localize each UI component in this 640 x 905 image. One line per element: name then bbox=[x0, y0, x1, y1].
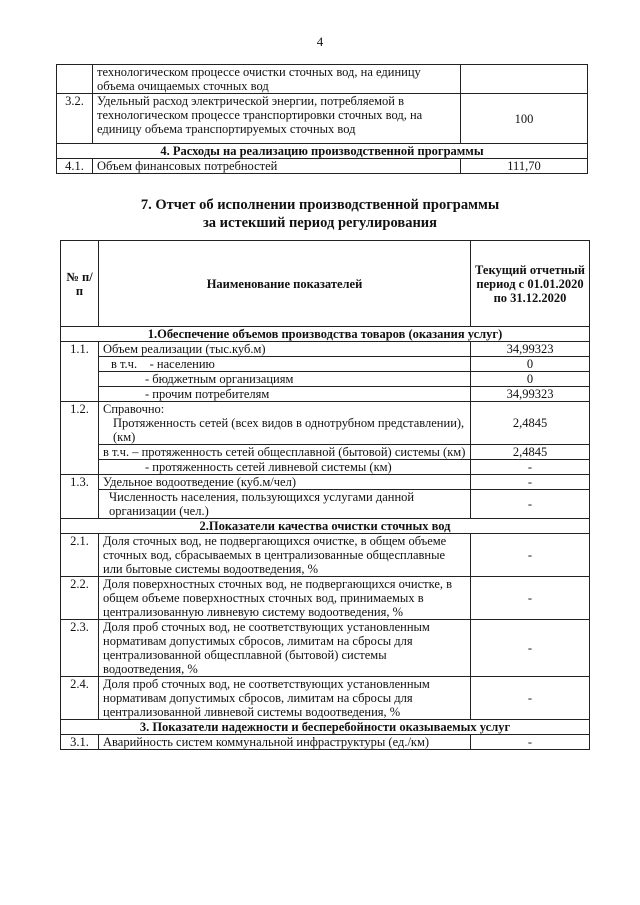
row-name: Численность населения, пользующихся услугами данной организации (чел.) bbox=[99, 490, 471, 519]
table-row bbox=[61, 577, 590, 620]
table-row bbox=[61, 460, 590, 475]
table-row bbox=[57, 94, 588, 144]
row-number: 2.1. bbox=[61, 534, 99, 577]
row-name: - бюджетным организациям bbox=[99, 372, 471, 387]
row-number: 1.2. bbox=[61, 402, 99, 475]
row-value: - bbox=[471, 620, 590, 677]
table-row bbox=[61, 402, 590, 445]
row-name: Удельный расход электрической энергии, потребляемой в технологическом процессе транспортировки сточных вод, на единицу объема транспортируемых сточных вод bbox=[93, 94, 461, 144]
row-number: 3.1. bbox=[61, 735, 99, 750]
report-table bbox=[60, 240, 590, 750]
row-value: 2,4845 bbox=[471, 445, 590, 460]
row-name: - протяженность сетей ливневой системы (км) bbox=[99, 460, 471, 475]
row-value: 0 bbox=[471, 357, 590, 372]
header-num: № п/п bbox=[61, 241, 99, 327]
row-label: Справочно: bbox=[103, 402, 165, 416]
table-row bbox=[61, 445, 590, 460]
row-number: 2.4. bbox=[61, 677, 99, 720]
table-row bbox=[61, 534, 590, 577]
row-number: 3.2. bbox=[57, 94, 93, 144]
row-name: Доля проб сточных вод, не соответствующих установленным нормативам допустимых сбросов, лимитам на сбросы для централизованной ливневой системы водоотведения, % bbox=[99, 677, 471, 720]
row-value: - bbox=[471, 577, 590, 620]
row-value: 100 bbox=[461, 94, 588, 144]
table-row bbox=[61, 342, 590, 357]
page-number: 4 bbox=[316, 34, 324, 49]
row-name: в т.ч. – протяженность сетей общесплавной (бытовой) системы (км) bbox=[99, 445, 471, 460]
row-number: 1.1. bbox=[61, 342, 99, 402]
row-value: 2,4845 bbox=[471, 402, 590, 445]
row-name: - прочим потребителям bbox=[99, 387, 471, 402]
table-row bbox=[61, 735, 590, 750]
row-value: - bbox=[471, 460, 590, 475]
row-value: 0 bbox=[471, 372, 590, 387]
row-subname: - населению bbox=[149, 357, 215, 371]
report-title-line1: 7. Отчет об исполнении производственной программы bbox=[140, 197, 500, 213]
row-name: Объем реализации (тыс.куб.м) bbox=[99, 342, 471, 357]
row-subname: Протяженность сетей (всех видов в однотрубном представлении), (км) bbox=[113, 416, 465, 444]
row-name: Аварийность систем коммунальной инфраструктуры (ед./км) bbox=[99, 735, 471, 750]
table-row bbox=[61, 372, 590, 387]
row-name bbox=[99, 402, 471, 445]
row-name: Доля проб сточных вод, не соответствующих установленным нормативам допустимых сбросов, лимитам на сбросы для централизованной общесплавной (бытовой) системы водоотведения, % bbox=[99, 620, 471, 677]
row-value: - bbox=[471, 475, 590, 490]
row-name bbox=[99, 357, 471, 372]
row-value: - bbox=[471, 534, 590, 577]
table-row bbox=[61, 620, 590, 677]
row-value: - bbox=[471, 677, 590, 720]
table-row bbox=[61, 475, 590, 490]
section-2-title: 2.Показатели качества очистки сточных вод bbox=[61, 519, 590, 534]
row-value: 34,99323 bbox=[471, 387, 590, 402]
report-title-line2: за истекший период регулирования bbox=[202, 215, 438, 231]
header-value: Текущий отчетный период с 01.01.2020 по 31.12.2020 bbox=[471, 241, 590, 327]
row-name: Объем финансовых потребностей bbox=[93, 159, 461, 174]
header-row bbox=[61, 241, 590, 327]
row-value: - bbox=[471, 735, 590, 750]
table-row bbox=[61, 490, 590, 519]
row-name: технологическом процессе очистки сточных вод, на единицу объема очищаемых сточных вод bbox=[93, 65, 461, 94]
row-value: 34,99323 bbox=[471, 342, 590, 357]
row-name: Доля сточных вод, не подвергающихся очистке, в общем объеме сточных вод, сбрасываемых в централизованные общесплавные или бытовые системы водоотведения, % bbox=[99, 534, 471, 577]
section-4-title: 4. Расходы на реализацию производственной программы bbox=[57, 144, 588, 159]
table-row bbox=[61, 387, 590, 402]
row-name: Доля поверхностных сточных вод, не подвергающихся очистке, в общем объеме поверхностных сточных вод, принимаемых в централизованную ливневую систему водоотведения, % bbox=[99, 577, 471, 620]
section-row bbox=[61, 519, 590, 534]
row-number: 4.1. bbox=[57, 159, 93, 174]
table-row bbox=[57, 65, 588, 94]
section-3-title: 3. Показатели надежности и бесперебойности оказываемых услуг bbox=[61, 720, 590, 735]
row-number: 2.3. bbox=[61, 620, 99, 677]
header-name: Наименование показателей bbox=[99, 241, 471, 327]
section-row bbox=[61, 720, 590, 735]
table-row bbox=[57, 159, 588, 174]
row-name: Удельное водоотведение (куб.м/чел) bbox=[99, 475, 471, 490]
table-row bbox=[61, 677, 590, 720]
row-number: 1.3. bbox=[61, 475, 99, 519]
section-row bbox=[57, 144, 588, 159]
table-row bbox=[61, 357, 590, 372]
row-number bbox=[57, 65, 93, 94]
top-table bbox=[56, 64, 588, 174]
report-title bbox=[0, 196, 640, 232]
section-1-title: 1.Обеспечение объемов производства товаров (оказания услуг) bbox=[61, 327, 590, 342]
row-value: 111,70 bbox=[461, 159, 588, 174]
row-value bbox=[461, 65, 588, 94]
row-prefix: в т.ч. bbox=[111, 357, 138, 371]
row-number: 2.2. bbox=[61, 577, 99, 620]
section-row bbox=[61, 327, 590, 342]
row-value: - bbox=[471, 490, 590, 519]
